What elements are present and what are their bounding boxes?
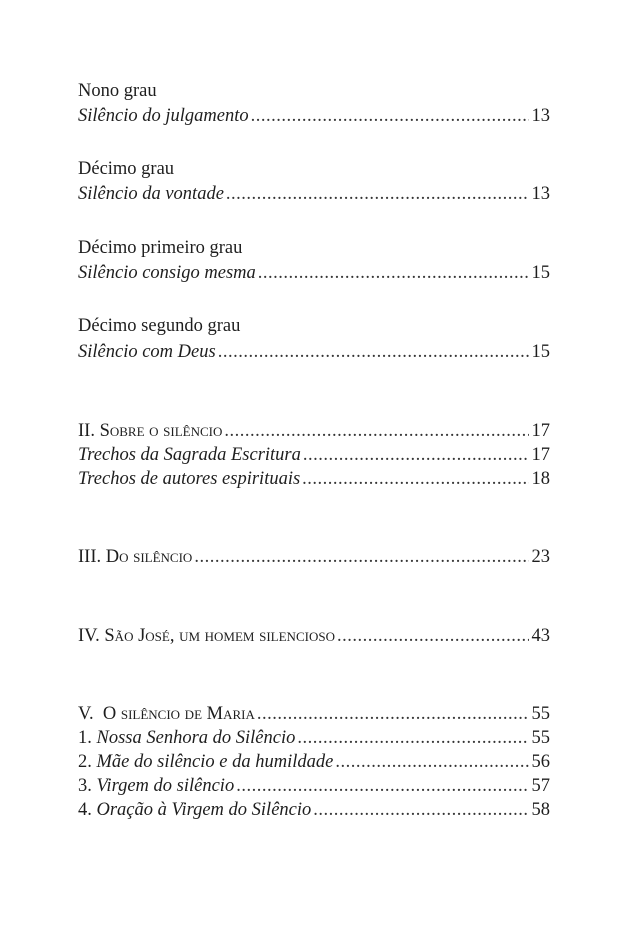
toc-chapter-ii[interactable] — [78, 419, 550, 443]
toc-page-number: 15 — [531, 263, 550, 283]
toc-heading-text: Décimo primeiro grau — [78, 238, 243, 258]
toc-page-number: 15 — [531, 342, 550, 362]
toc-entry-title: Silêncio da vontade — [78, 184, 224, 204]
toc-entry-title: Virgem do silêncio — [96, 776, 235, 796]
toc-entry-title: Oração à Virgem do Silêncio — [96, 800, 312, 820]
toc-page-number: 13 — [531, 106, 550, 126]
toc-heading-text: Décimo grau — [78, 159, 175, 179]
toc-item-number: 4. — [78, 800, 92, 820]
toc-page-number: 57 — [531, 776, 550, 796]
toc-entry-title: Nossa Senhora do Silêncio — [96, 728, 296, 748]
toc-entry-silencio-vontade[interactable] — [78, 182, 550, 206]
toc-page-number: 55 — [531, 728, 550, 748]
toc-leader-dots — [251, 104, 529, 128]
toc-chapter-v[interactable] — [78, 702, 550, 726]
toc-page-number: 23 — [531, 547, 550, 567]
toc-chapter-iii[interactable] — [78, 545, 550, 569]
toc-leader-dots — [257, 702, 529, 726]
toc-entry-v-1[interactable] — [78, 726, 550, 750]
table-of-contents — [78, 0, 550, 947]
toc-entry-v-2[interactable] — [78, 750, 550, 774]
toc-entry-v-3[interactable] — [78, 774, 550, 798]
toc-entry-v-4[interactable] — [78, 798, 550, 822]
toc-entry-sagrada-escritura[interactable] — [78, 443, 550, 467]
toc-page-number: 13 — [531, 184, 550, 204]
toc-chapter-title: V. O silêncio de Maria — [78, 704, 255, 724]
toc-entry-silencio-julgamento[interactable] — [78, 104, 550, 128]
toc-page-number: 56 — [531, 752, 550, 772]
toc-leader-dots — [226, 182, 529, 206]
toc-entry-title: Silêncio do julgamento — [78, 106, 249, 126]
toc-chapter-title: III. Do silêncio — [78, 547, 193, 567]
toc-entry-title: Mãe do silêncio e da humildade — [96, 752, 334, 772]
toc-entry-silencio-consigo[interactable] — [78, 261, 550, 285]
toc-page-number: 17 — [531, 445, 550, 465]
toc-heading-text: Décimo segundo grau — [78, 316, 241, 336]
toc-leader-dots — [337, 624, 529, 648]
toc-leader-dots — [194, 545, 528, 569]
toc-item-number: 2. — [78, 752, 92, 772]
toc-leader-dots — [258, 261, 529, 285]
toc-leader-dots — [303, 443, 529, 467]
toc-leader-dots — [224, 419, 528, 443]
toc-page-number: 55 — [531, 704, 550, 724]
toc-heading-text: Nono grau — [78, 81, 157, 101]
toc-heading-decimo-primeiro-grau — [78, 236, 550, 260]
toc-entry-title: Silêncio consigo mesma — [78, 263, 256, 283]
toc-item-number: 3. — [78, 776, 92, 796]
toc-chapter-title: II. Sobre o silêncio — [78, 421, 223, 441]
toc-entry-title: Trechos de autores espirituais — [78, 469, 301, 489]
toc-leader-dots — [335, 750, 528, 774]
toc-chapter-iv[interactable] — [78, 624, 550, 648]
toc-page-number: 17 — [531, 421, 550, 441]
toc-entry-autores-espirituais[interactable] — [78, 467, 550, 491]
toc-heading-decimo-grau — [78, 157, 550, 181]
toc-leader-dots — [236, 774, 528, 798]
toc-page-number: 58 — [531, 800, 550, 820]
toc-leader-dots — [313, 798, 528, 822]
toc-entry-title: Trechos da Sagrada Escritura — [78, 445, 301, 465]
toc-entry-silencio-deus[interactable] — [78, 340, 550, 364]
toc-heading-nono-grau — [78, 79, 550, 103]
toc-item-number: 1. — [78, 728, 92, 748]
toc-heading-decimo-segundo-grau — [78, 314, 550, 338]
toc-entry-title: Silêncio com Deus — [78, 342, 216, 362]
toc-chapter-title: IV. São José, um homem silencioso — [78, 626, 335, 646]
toc-page-number: 43 — [531, 626, 550, 646]
toc-page-number: 18 — [531, 469, 550, 489]
toc-leader-dots — [218, 340, 529, 364]
toc-leader-dots — [297, 726, 528, 750]
toc-leader-dots — [302, 467, 528, 491]
